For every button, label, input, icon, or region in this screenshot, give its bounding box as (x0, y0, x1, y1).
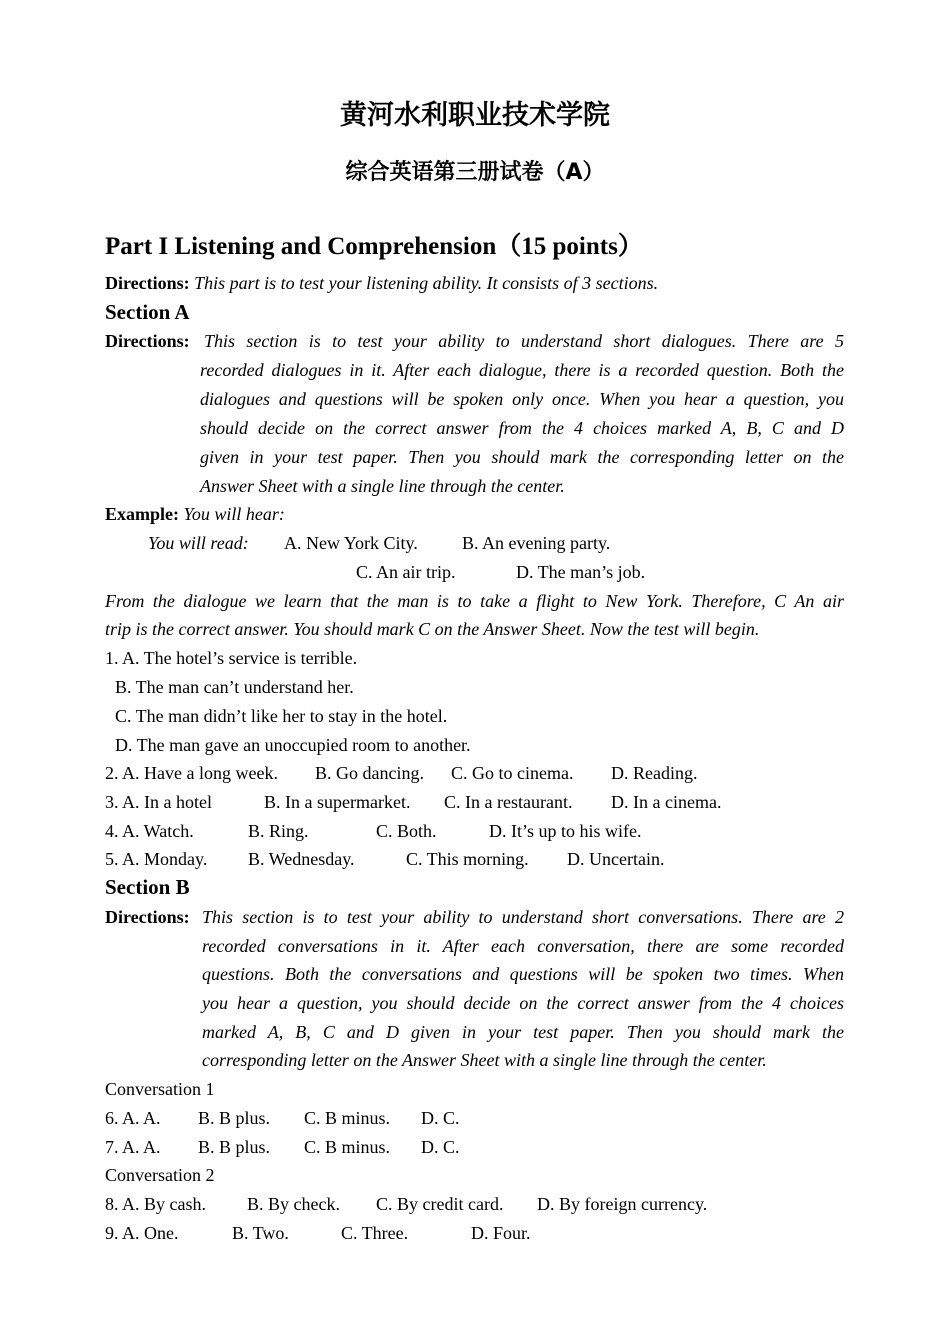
q9-option: 9. A. One. (105, 1223, 179, 1243)
q1-option-c: C. The man didn’t like her to stay in the hotel. (115, 706, 448, 726)
section-a-directions-line: This section is to test your ability to understand short dialogues. There are 5 (204, 331, 844, 351)
section-b-directions-line: marked A, B, C and D given in your test paper. Then you should mark the (202, 1022, 844, 1042)
q5-option: 5. A. Monday. (105, 849, 208, 869)
section-a-heading: Section A (105, 300, 190, 324)
q8-option: C. By credit card. (376, 1194, 504, 1214)
q4-option: D. It’s up to his wife. (489, 821, 642, 841)
q9-option: D. Four. (471, 1223, 531, 1243)
q5-option: B. Wednesday. (248, 849, 355, 869)
q7-option: B. B plus. (198, 1137, 271, 1157)
example-option: D. The man’s job. (516, 562, 646, 582)
example-option: A. New York City. (284, 533, 418, 553)
section-a-directions-line: recorded dialogues in it. After each dialogue, there is a recorded question. Both the (200, 360, 844, 380)
q1-option-a: 1. A. The hotel’s service is terrible. (105, 648, 358, 668)
q6-option: 6. A. A. (105, 1108, 161, 1128)
example-explanation-line: trip is the correct answer. You should mark C on the Answer Sheet. Now the test will begin. (105, 619, 760, 639)
q5-option: C. This morning. (406, 849, 529, 869)
section-b-directions-line: recorded conversations in it. After each conversation, there are some recorded (202, 936, 844, 956)
q2-option: 2. A. Have a long week. (105, 763, 278, 783)
section-b-directions-line: questions. Both the conversations and questions will be spoken two times. When (202, 964, 844, 984)
q3-option: D. In a cinema. (611, 792, 722, 812)
section-b-directions-line: you hear a question, you should decide on the correct answer from the 4 choices (202, 993, 844, 1013)
q2-option: C. Go to cinema. (451, 763, 574, 783)
institution-title: 黄河水利职业技术学院 (340, 100, 610, 131)
q2-option: B. Go dancing. (315, 763, 424, 783)
example-option: C. An air trip. (356, 562, 456, 582)
section-b-directions-line: corresponding letter on the Answer Sheet with a single line through the center. (202, 1050, 767, 1070)
example-read: You will read: (148, 533, 249, 553)
example-explanation-line: From the dialogue we learn that the man is to take a flight to New York. Therefore, C An air (105, 591, 844, 611)
section-b-directions-line: This section is to test your ability to understand short conversations. There are 2 (202, 907, 844, 927)
q9-option: C. Three. (341, 1223, 409, 1243)
q1-option-b: B. The man can’t understand her. (115, 677, 354, 697)
q8-option: B. By check. (247, 1194, 340, 1214)
q8-option: 8. A. By cash. (105, 1194, 206, 1214)
q8-option: D. By foreign currency. (537, 1194, 708, 1214)
q4-option: B. Ring. (248, 821, 309, 841)
directions-label: Directions: (105, 907, 190, 927)
q3-option: 3. A. In a hotel (105, 792, 212, 812)
q6-option: C. B minus. (304, 1108, 391, 1128)
conversation-1-label: Conversation 1 (105, 1079, 215, 1099)
q4-option: 4. A. Watch. (105, 821, 194, 841)
directions-label: Directions: (105, 273, 190, 293)
q7-option: 7. A. A. (105, 1137, 161, 1157)
q3-option: C. In a restaurant. (444, 792, 573, 812)
directions-text: This part is to test your listening ability. It consists of 3 sections. (194, 273, 659, 293)
example-hear: You will hear: (183, 504, 285, 524)
section-b-directions-label (105, 905, 190, 929)
q7-option: D. C. (421, 1137, 460, 1157)
conversation-2-label: Conversation 2 (105, 1165, 215, 1185)
q7-option: C. B minus. (304, 1137, 391, 1157)
part1-heading: Part I Listening and Comprehension（15 points） (105, 233, 643, 260)
directions-label: Directions: (105, 331, 190, 351)
section-a-directions-line: dialogues and questions will be spoken only once. When you hear a question, you (200, 389, 844, 409)
section-a-directions-line: should decide on the correct answer from the 4 choices marked A, B, C and D (200, 418, 844, 438)
q3-option: B. In a supermarket. (264, 792, 411, 812)
part1-directions (105, 271, 658, 295)
q1-option-d: D. The man gave an unoccupied room to another. (115, 735, 471, 755)
exam-title: 综合英语第三册试卷（A） (345, 160, 605, 185)
example-option: B. An evening party. (462, 533, 611, 553)
example-line (105, 502, 285, 526)
section-b-heading: Section B (105, 875, 190, 899)
q6-option: D. C. (421, 1108, 460, 1128)
q5-option: D. Uncertain. (567, 849, 665, 869)
q2-option: D. Reading. (611, 763, 698, 783)
section-a-directions-label (105, 329, 190, 353)
section-a-directions-line: given in your test paper. Then you should mark the corresponding letter on the (200, 447, 844, 467)
q9-option: B. Two. (232, 1223, 289, 1243)
q4-option: C. Both. (376, 821, 437, 841)
section-a-directions-line: Answer Sheet with a single line through the center. (200, 476, 565, 496)
q6-option: B. B plus. (198, 1108, 271, 1128)
example-label: Example: (105, 504, 179, 524)
